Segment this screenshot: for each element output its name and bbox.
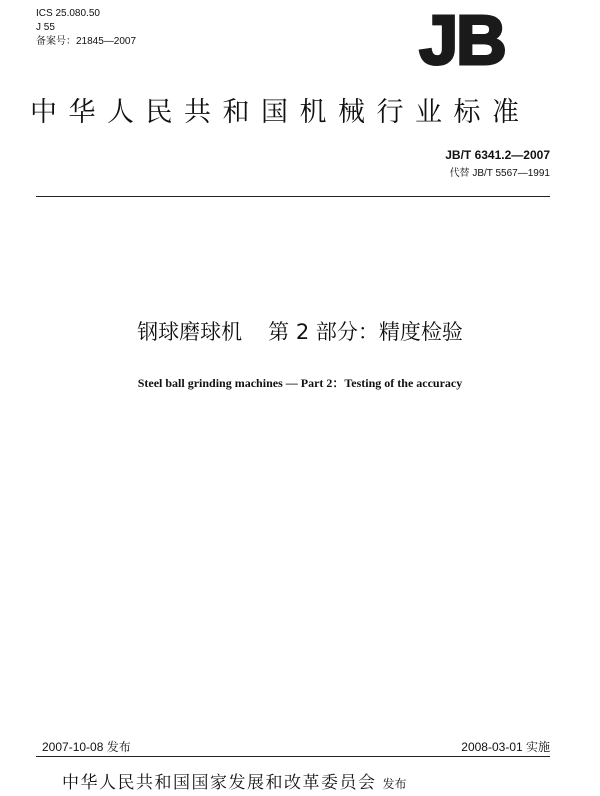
replaces-standard: 代替 JB/T 5567—1991 bbox=[449, 168, 550, 179]
title-english: Steel ball grinding machines — Part 2：Testing of the accuracy bbox=[137, 376, 463, 390]
publisher-name: 中华人民共和国国家发展和改革委员会 bbox=[62, 773, 377, 793]
publish-word: 发布 bbox=[382, 777, 407, 791]
jb-logo-text: JB bbox=[419, 10, 505, 68]
record-number: 备案号：21845—2007 bbox=[36, 36, 137, 47]
standard-type: 中华人民共和国机械行业标准 bbox=[30, 97, 531, 128]
issue-date: 2007-10-08 发布 bbox=[42, 740, 131, 754]
footer-rule bbox=[36, 756, 550, 757]
header-rule bbox=[36, 196, 550, 197]
title-chinese-part2: 第 2 部分：精度检验 bbox=[268, 320, 463, 344]
jb-logo bbox=[405, 10, 520, 68]
standard-number: JB/T 6341.2—2007 bbox=[445, 148, 550, 162]
publisher-line bbox=[62, 768, 407, 793]
ics-code: ICS 25.080.50 bbox=[36, 8, 100, 19]
title-chinese-part1: 钢球磨球机 bbox=[137, 320, 243, 344]
implementation-date: 2008-03-01 实施 bbox=[461, 740, 550, 754]
classification-code: J 55 bbox=[36, 22, 55, 33]
title-chinese bbox=[0, 316, 600, 346]
